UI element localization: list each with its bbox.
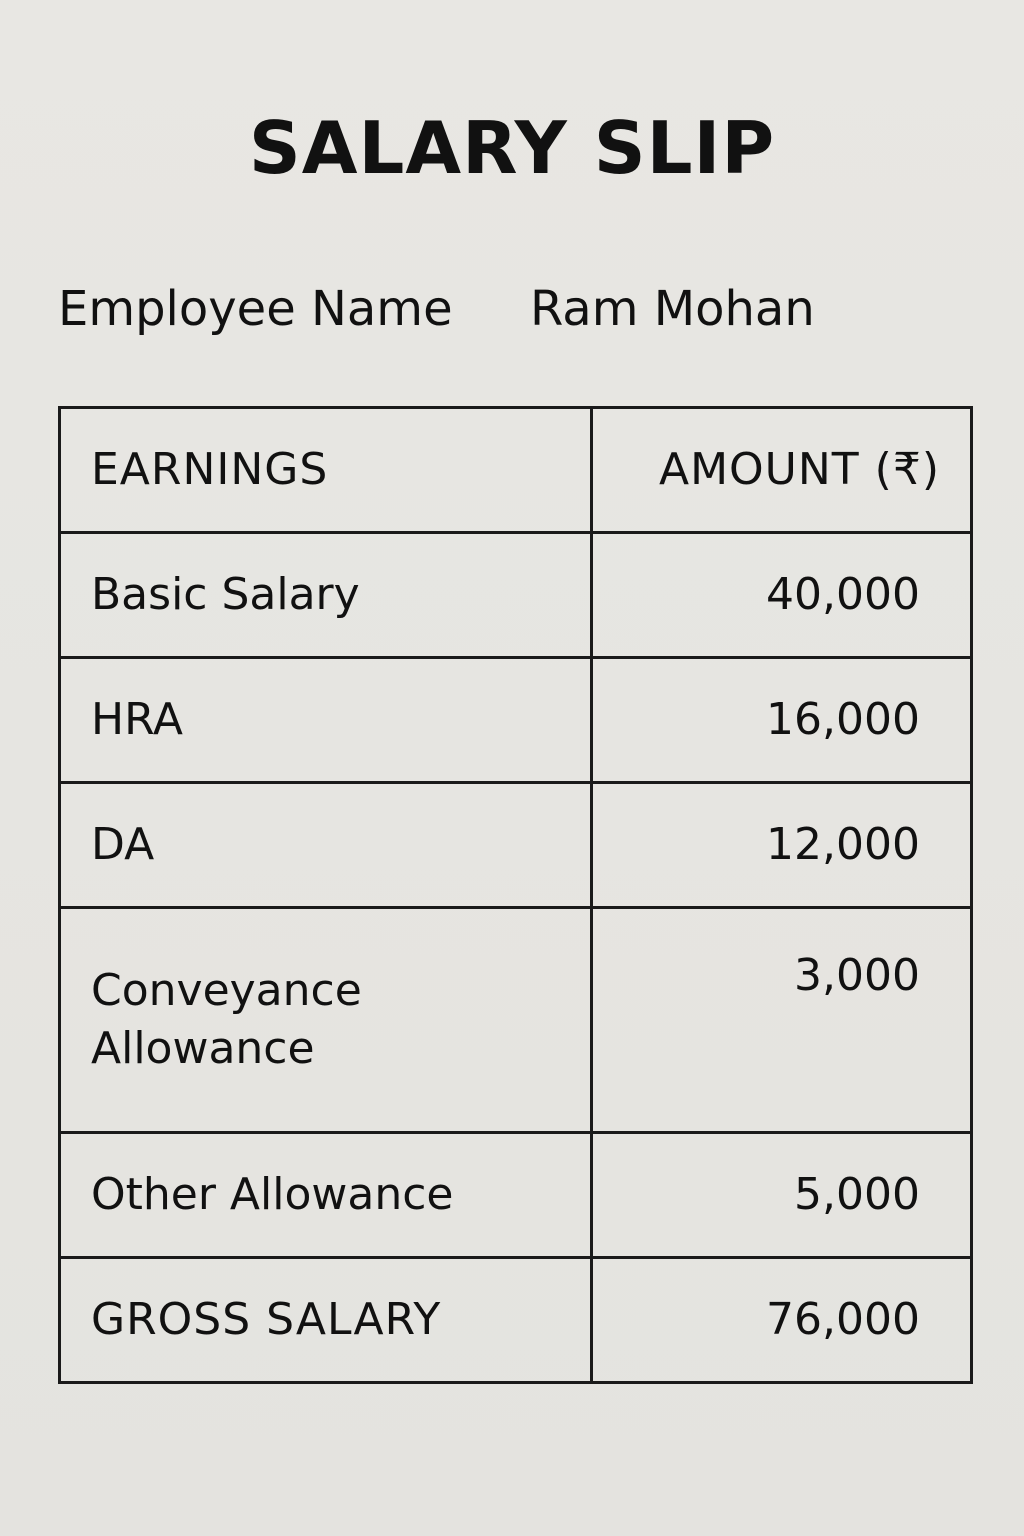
table-header-row — [60, 408, 972, 533]
earning-label: Other Allowance — [60, 1133, 592, 1258]
gross-salary-row — [60, 1258, 972, 1383]
table-row — [60, 783, 972, 908]
earnings-table — [58, 406, 973, 1384]
gross-salary-label: GROSS SALARY — [60, 1258, 592, 1383]
earning-amount: 3,000 — [592, 908, 972, 1133]
page-title: SALARY SLIP — [248, 106, 776, 190]
amount-header: AMOUNT (₹) — [592, 408, 972, 533]
employee-name-value: Ram Mohan — [530, 281, 815, 337]
earning-amount: 5,000 — [592, 1133, 972, 1258]
gross-salary-amount: 76,000 — [592, 1258, 972, 1383]
earning-amount: 40,000 — [592, 533, 972, 658]
table-row — [60, 1133, 972, 1258]
table-row — [60, 908, 972, 1133]
earning-amount: 12,000 — [592, 783, 972, 908]
employee-name-label: Employee Name — [58, 281, 453, 337]
earning-label: Basic Salary — [60, 533, 592, 658]
table-row — [60, 658, 972, 783]
earning-label: DA — [60, 783, 592, 908]
earning-label: Conveyance Allowance — [60, 908, 592, 1133]
table-row — [60, 533, 972, 658]
earning-amount: 16,000 — [592, 658, 972, 783]
earnings-header: EARNINGS — [60, 408, 592, 533]
earning-label: HRA — [60, 658, 592, 783]
